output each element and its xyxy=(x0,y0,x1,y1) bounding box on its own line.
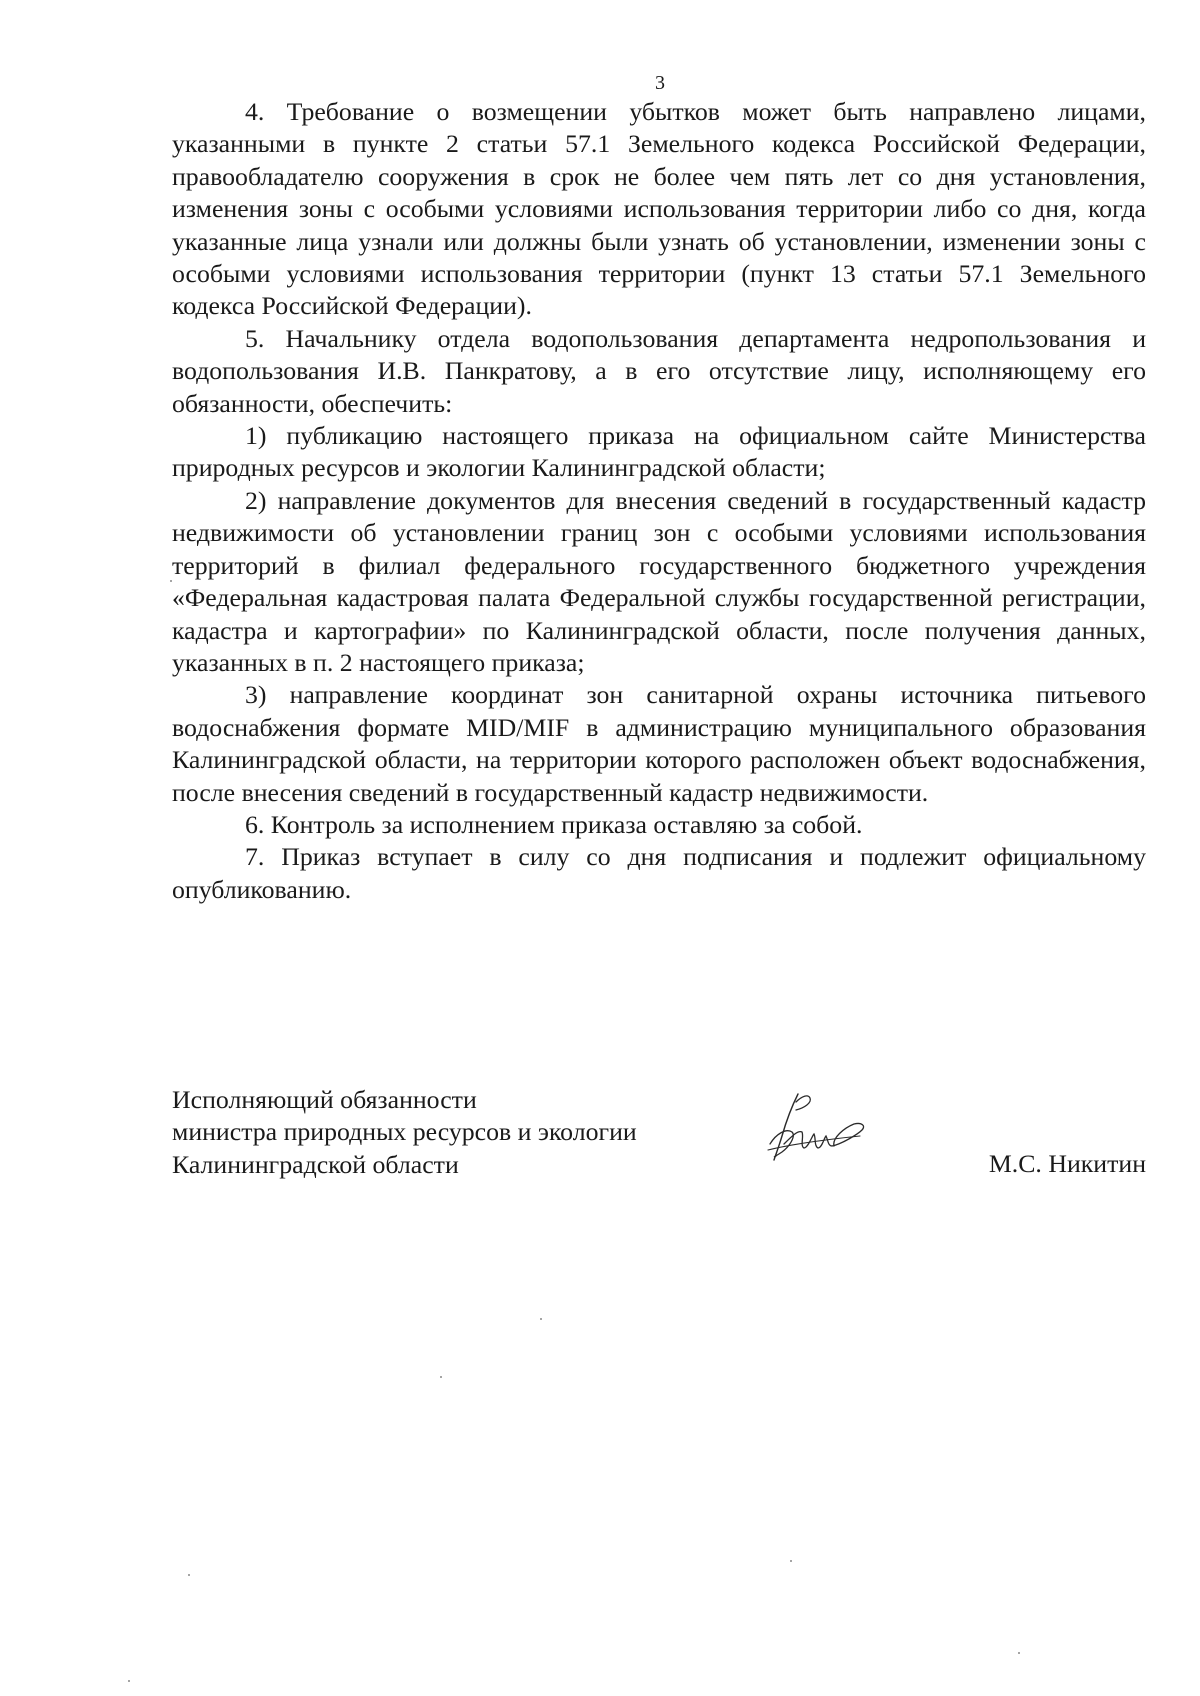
document-body xyxy=(172,96,1146,906)
paragraph-6: 6. Контроль за исполнением приказа оставляю за собой. xyxy=(245,809,863,839)
scan-speck xyxy=(128,1680,130,1682)
paragraph-4: 4. Требование о возмещении убытков может быть направлено лицами, указанными в пункте 2 статьи 57.1 Земельного кодекса Российской Федерации, правообладателю сооружения в срок не более чем пять лет со дня установления, изменения зоны с особыми условиями использования территории либо со дня, когда указанные лица узнали или должны были узнать об установлении, изменении зоны с особыми условиями использования территории (пункт 13 статьи 57.1 Земельного кодекса Российской Федерации). xyxy=(172,97,1146,321)
signature-block xyxy=(172,1084,1146,1194)
scan-speck xyxy=(170,580,172,582)
signatory-name: М.С. Никитин xyxy=(988,1149,1146,1178)
paragraph-7: 7. Приказ вступает в силу со дня подписания и подлежит официальному опубликованию. xyxy=(172,842,1146,904)
scan-speck xyxy=(1018,1652,1020,1654)
page-number: 3 xyxy=(655,72,665,94)
subparagraph-5-1: 1) публикацию настоящего приказа на официальном сайте Министерства природных ресурсов и экологии Калининградской области; xyxy=(172,421,1146,483)
signatory-position-line: Исполняющий обязанности xyxy=(172,1085,477,1114)
paragraph-5: 5. Начальнику отдела водопользования департамента недропользования и водопользования И.В. Панкратову, а в его отсутствие лицу, исполняющему его обязанности, обеспечить: xyxy=(172,323,1146,418)
scan-speck xyxy=(440,1376,442,1378)
subparagraph-5-2: 2) направление документов для внесения сведений в государственный кадастр недвижимости об установлении границ зон с особыми условиями использования территорий в филиал федерального государственного бюджетного учреждения «Федеральная кадастровая палата Федеральной службы государственной регистрации, кадастра и картографии» по Калининградской области, после получения данных, указанных в п. 2 настоящего приказа; xyxy=(172,485,1146,677)
signatory-position xyxy=(172,1084,732,1181)
subparagraph-5-3: 3) направление координат зон санитарной охраны источника питьевого водоснабжения формате MID/MIF в администрацию муниципального образования Калининградской области, на территории которого расположен объект водоснабжения, после внесения сведений в государственный кадастр недвижимости. xyxy=(172,680,1146,807)
signatory-position-line: министра природных ресурсов и экологии xyxy=(172,1117,637,1147)
scan-speck xyxy=(188,1574,190,1576)
scan-speck xyxy=(790,1560,792,1562)
scan-speck xyxy=(540,1318,542,1320)
signatory-position-line: Калининградской области xyxy=(172,1149,459,1179)
handwritten-signature xyxy=(762,1086,872,1164)
